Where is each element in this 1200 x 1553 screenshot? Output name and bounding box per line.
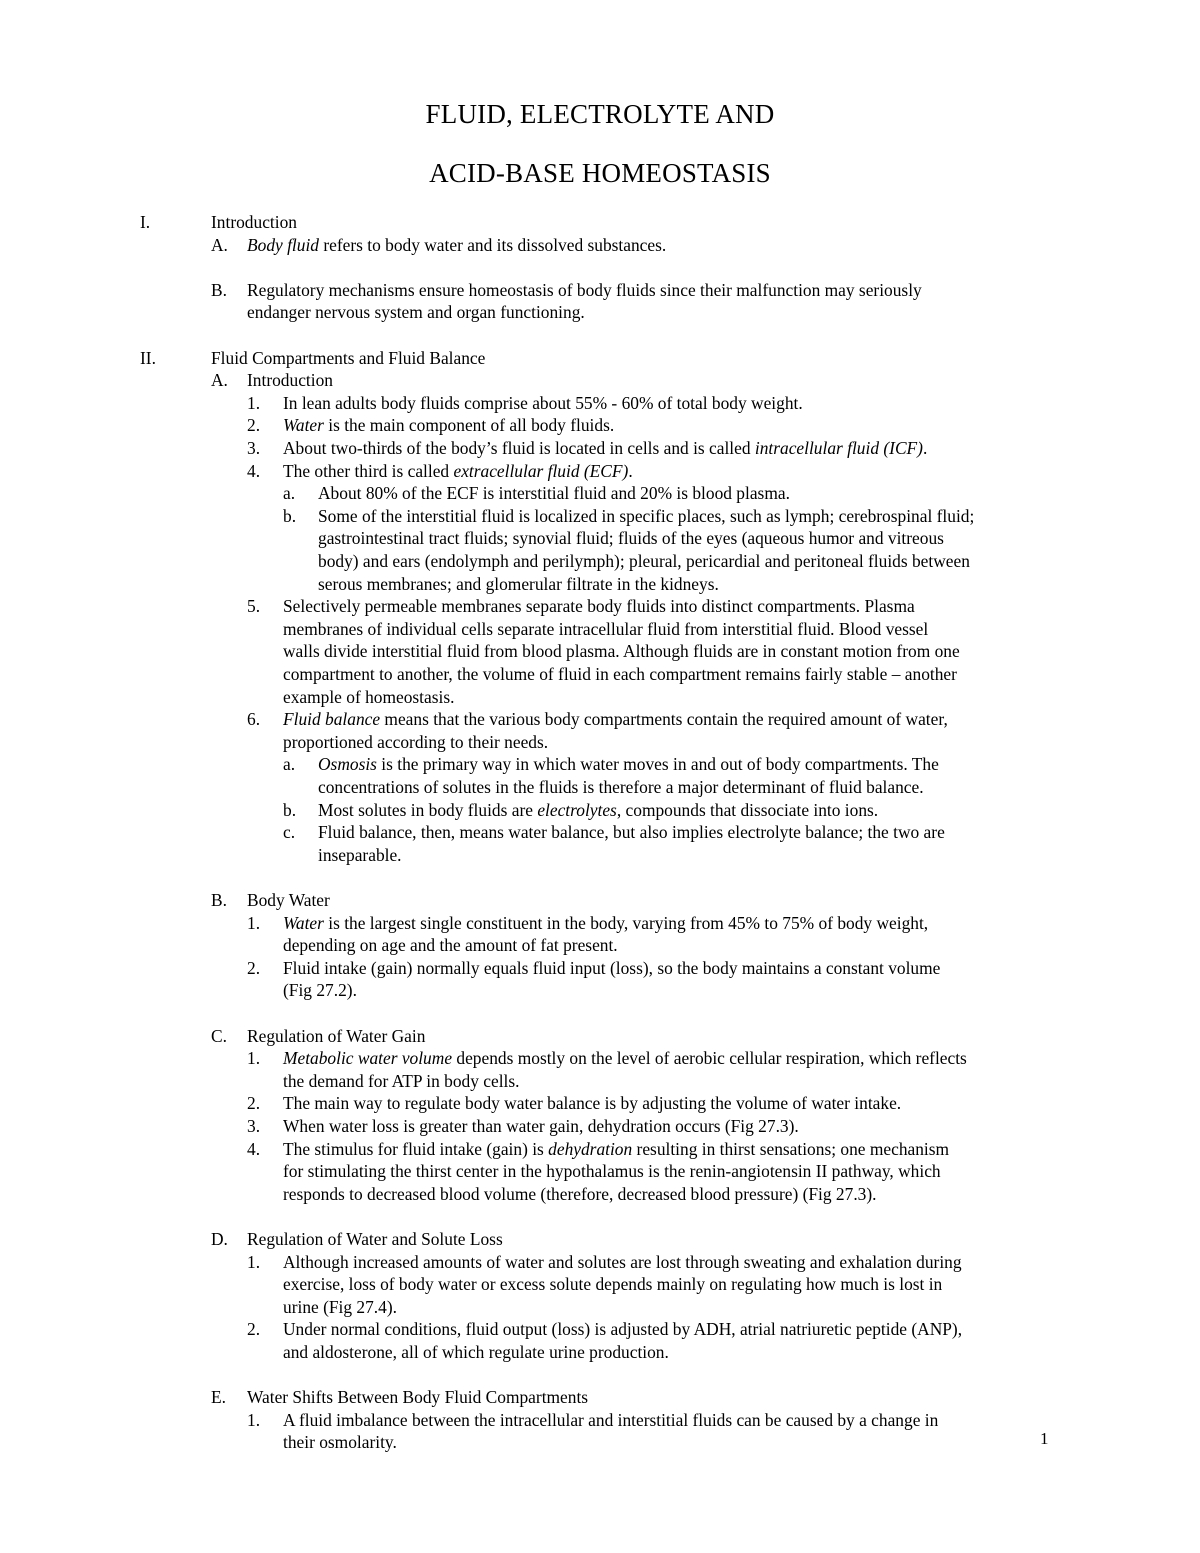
emphasized-term: Osmosis [318, 754, 377, 775]
subsection-marker: E. [211, 1387, 226, 1408]
sub-item-line [318, 776, 924, 799]
text-run: (Fig 27.2). [283, 980, 357, 1001]
text-run: Fluid Compartments and Fluid Balance [211, 347, 486, 368]
text-run: example of homeostasis. [283, 686, 455, 707]
text-run: Introduction [211, 212, 297, 232]
text-run: The main way to regulate body water balance is by adjusting the volume of water intake. [283, 1093, 902, 1114]
text-run: Regulation of Water and Solute Loss [247, 1229, 503, 1249]
sub-item-line [318, 799, 878, 822]
numbered-item-line [283, 1070, 520, 1093]
subsection-marker: A. [211, 370, 228, 391]
numbered-item-line [283, 460, 633, 483]
text-run: About 80% of the ECF is interstitial fluid and 20% is blood plasma. [318, 483, 790, 504]
section-heading [211, 211, 297, 234]
text-run: compartment to another, the volume of fluid in each compartment remains fairly stable – another [283, 664, 957, 684]
text-run: resulting in thirst sensations; one mechanism [632, 1138, 950, 1159]
numbered-item-line [283, 934, 618, 957]
subsection-marker: B. [211, 890, 227, 910]
text-run: endanger nervous system and organ functioning. [247, 302, 585, 323]
text-run: the demand for ATP in body cells. [283, 1070, 520, 1091]
emphasized-term: Fluid balance [283, 709, 381, 730]
subsection-heading [247, 1228, 503, 1251]
numbered-item-line [283, 595, 915, 618]
text-run: is the main component of all body fluids. [323, 415, 615, 436]
text-run: is the primary way in which water moves in and out of body compartments. The [376, 754, 939, 775]
text-run: concentrations of solutes in the fluids is therefore a major determinant of fluid balance. [318, 777, 924, 797]
text-run: their osmolarity. [283, 1432, 397, 1453]
item-marker: A. [211, 234, 228, 255]
text-run: body) and ears (endolymph and perilymph); pleural, pericardial and peritoneal fluids between [318, 551, 970, 571]
subsection-heading [247, 369, 333, 392]
text-run: Regulatory mechanisms ensure homeostasis of body fluids since their malfunction may seriously [247, 279, 922, 300]
numbered-item-marker: 1. [247, 1251, 261, 1272]
sub-item-line [318, 821, 945, 844]
text-run: Fluid intake (gain) normally equals fluid input (loss), so the body maintains a constant volume [283, 957, 941, 978]
numbered-item-line [283, 1318, 962, 1341]
emphasized-term: Body fluid [247, 234, 319, 255]
sub-item-marker: b. [283, 505, 297, 526]
section-heading [211, 347, 485, 370]
sub-item-line [318, 573, 719, 596]
numbered-item-line [283, 1092, 901, 1115]
numbered-item-line [283, 1296, 397, 1319]
numbered-item-marker: 2. [247, 415, 261, 436]
numbered-item-marker: 2. [247, 957, 261, 978]
numbered-item-marker: 6. [247, 709, 261, 730]
numbered-item-line [283, 1160, 941, 1183]
numbered-item-line [283, 957, 940, 980]
numbered-item-line [283, 1251, 962, 1274]
numbered-item-line [283, 1273, 942, 1296]
text-run: gastrointestinal tract fluids; synovial fluid; fluids of the eyes (aqueous humor and vitreous [318, 528, 944, 549]
sub-item-line [318, 753, 939, 776]
numbered-item-line [283, 912, 928, 935]
text-run: About two-thirds of the body’s fluid is located in cells and is called [283, 438, 755, 458]
numbered-item-marker: 3. [247, 438, 261, 458]
title-line-1: FLUID, ELECTROLYTE AND [425, 99, 775, 129]
page-number: 1 [1040, 1429, 1049, 1448]
emphasized-term: Water [283, 415, 324, 436]
text-run: inseparable. [318, 844, 402, 865]
text-run: The other third is called [283, 460, 454, 481]
text-run: In lean adults body fluids comprise about 55% - 60% of total body weight. [283, 392, 803, 413]
text-run: Fluid balance, then, means water balance, but also implies electrolyte balance; the two are [318, 822, 945, 843]
numbered-item-line [283, 640, 960, 663]
emphasized-term: dehydration [548, 1138, 633, 1159]
sub-item-line [318, 844, 402, 867]
numbered-item-line [283, 1138, 949, 1161]
numbered-item-marker: 2. [247, 1093, 261, 1114]
numbered-item-marker: 1. [247, 1048, 261, 1069]
text-run: Most solutes in body fluids are [318, 799, 538, 820]
emphasized-term: electrolytes [537, 799, 617, 820]
section-marker: II. [140, 347, 156, 368]
numbered-item-line [283, 1409, 938, 1432]
text-run: proportioned according to their needs. [283, 731, 549, 752]
numbered-item-line [283, 686, 454, 709]
text-run: membranes of individual cells separate intracellular fluid from interstitial fluid. Blood vessel [283, 618, 929, 639]
numbered-item-line [283, 414, 614, 437]
text-run: When water loss is greater than water gain, dehydration occurs (Fig 27.3). [283, 1116, 799, 1136]
sub-item-line [318, 505, 974, 528]
text-run: Introduction [247, 370, 333, 391]
text-run: The stimulus for fluid intake (gain) is [283, 1138, 549, 1159]
sub-item-marker: a. [283, 483, 296, 504]
text-run: exercise, loss of body water or excess solute depends mainly on regulating how much is lost in [283, 1274, 943, 1295]
text-run: Some of the interstitial fluid is localized in specific places, such as lymph; cerebrospinal fluid; [318, 505, 975, 526]
text-run: is the largest single constituent in the body, varying from 45% to 75% of body weight, [323, 912, 929, 933]
text-run: urine (Fig 27.4). [283, 1296, 397, 1317]
sub-item-line [318, 527, 944, 550]
subsection-heading [247, 1386, 588, 1409]
text-run: and aldosterone, all of which regulate urine production. [283, 1342, 669, 1362]
subsection-heading [247, 1025, 425, 1048]
emphasized-term: extracellular fluid (ECF) [453, 460, 629, 481]
section-marker: I. [140, 212, 151, 232]
numbered-item-line [283, 1183, 877, 1206]
numbered-item-line [283, 1341, 669, 1364]
text-run: . [922, 438, 928, 458]
text-run: responds to decreased blood volume (therefore, decreased blood pressure) (Fig 27.3). [283, 1183, 877, 1204]
text-run: means that the various body compartments contain the required amount of water, [380, 709, 948, 730]
text-run: depending on age and the amount of fat present. [283, 935, 618, 956]
item-line [247, 234, 666, 257]
numbered-item-line [283, 1431, 397, 1454]
numbered-item-line [283, 1047, 967, 1070]
numbered-item-line [283, 1115, 799, 1138]
sub-item-marker: b. [283, 799, 297, 820]
sub-item-line [318, 550, 970, 573]
text-run: Body Water [247, 890, 330, 910]
text-run: Water Shifts Between Body Fluid Compartments [247, 1387, 589, 1408]
sub-item-line [318, 482, 790, 505]
numbered-item-marker: 2. [247, 1319, 261, 1340]
subsection-marker: C. [211, 1025, 227, 1046]
text-run: Regulation of Water Gain [247, 1025, 426, 1046]
text-run: Selectively permeable membranes separate body fluids into distinct compartments. Plasma [283, 596, 915, 617]
numbered-item-line [283, 708, 948, 731]
sub-item-marker: c. [283, 822, 296, 843]
subsection-marker: D. [211, 1229, 228, 1249]
text-run: walls divide interstitial fluid from blood plasma. Although fluids are in constant motion from one [283, 641, 960, 662]
emphasized-term: intracellular fluid (ICF) [754, 438, 923, 458]
text-run: Although increased amounts of water and solutes are lost through sweating and exhalation during [283, 1251, 962, 1272]
numbered-item-line [283, 979, 357, 1002]
numbered-item-line [283, 731, 548, 754]
title-line-2: ACID-BASE HOMEOSTASIS [429, 158, 771, 188]
numbered-item-marker: 4. [247, 1138, 261, 1159]
numbered-item-line [283, 437, 927, 460]
text-run: . [628, 460, 633, 481]
numbered-item-marker: 5. [247, 596, 261, 617]
text-run: serous membranes; and glomerular filtrate in the kidneys. [318, 573, 719, 594]
item-line [247, 279, 922, 302]
numbered-item-marker: 1. [247, 912, 261, 933]
text-run: Under normal conditions, fluid output (loss) is adjusted by ADH, atrial natriuretic peptide (ANP), [283, 1319, 963, 1340]
text-run: depends mostly on the level of aerobic cellular respiration, which reflects [452, 1048, 967, 1069]
subsection-heading [247, 889, 330, 912]
text-run: for stimulating the thirst center in the hypothalamus is the renin-angiotensin II pathway, which [283, 1161, 941, 1182]
numbered-item-marker: 1. [247, 392, 261, 413]
text-run: , compounds that dissociate into ions. [616, 799, 879, 820]
emphasized-term: Metabolic water volume [283, 1048, 453, 1069]
numbered-item-line [283, 618, 928, 641]
text-run: A fluid imbalance between the intracellular and interstitial fluids can be caused by a change in [283, 1409, 939, 1430]
item-line [247, 301, 585, 324]
sub-item-marker: a. [283, 754, 296, 775]
numbered-item-line [283, 392, 803, 415]
numbered-item-marker: 1. [247, 1409, 261, 1430]
numbered-item-line [283, 663, 957, 686]
numbered-item-marker: 3. [247, 1116, 261, 1136]
item-marker: B. [211, 279, 227, 300]
text-run: refers to body water and its dissolved substances. [318, 234, 667, 255]
numbered-item-marker: 4. [247, 460, 261, 481]
emphasized-term: Water [283, 912, 324, 933]
